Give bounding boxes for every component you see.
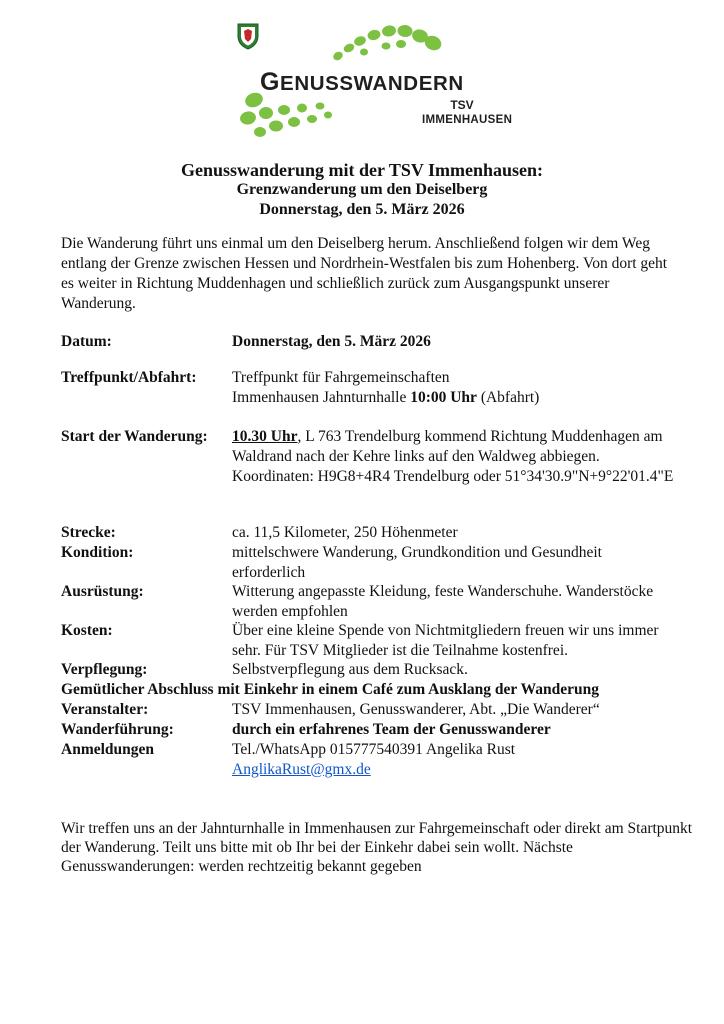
detail-value: Witterung angepasste Kleidung, feste Wanderschuhe. Wanderstöcke werden empfohlen [232,583,654,620]
detail-label: Verpflegung: [61,661,148,678]
club-crest-icon [236,22,260,50]
detail-label: Anmeldungen [61,741,155,758]
genusswandern-logo [236,22,513,138]
detail-label: Veranstalter: [61,701,149,718]
page-title: Genusswanderung mit der TSV Immenhausen: [180,160,544,180]
detail-label: Wanderführung: [61,721,174,738]
page-subtitle: Grenzwanderung um den Deiselberg [236,181,488,198]
closing-paragraph: Wir treffen uns an der Jahnturnhalle in Immenhausen zur Fahrgemeinschaft oder direkt am Startpunkt der Wanderung. Teilt uns bitte mit ob Ihr bei der Einkehr dabei sein wollt. Nächste Genusswanderungen: werden rechtzeitig bekannt gegeben [61,820,693,875]
detail-label: Datum: [61,333,112,350]
detail-label: Treffpunkt/Abfahrt: [61,369,197,386]
detail-value: Über eine kleine Spende von Nichtmitgliedern freuen wir uns immer sehr. Für TSV Mitglieder ist die Teilnahme kostenfrei. [232,622,659,659]
detail-value: Selbstverpflegung aus dem Rucksack. [232,661,468,678]
detail-value: TSV Immenhausen, Genusswanderer, Abt. „Die Wanderer“ [232,701,600,718]
event-date-heading: Donnerstag, den 5. März 2026 [259,201,465,218]
detail-label: Kondition: [61,544,134,561]
contact-email-link[interactable]: AnglikaRust@gmx.de [232,761,371,778]
intro-paragraph: Die Wanderung führt uns einmal um den Deiselberg herum. Anschließend folgen wir dem Weg entlang der Grenze zwischen Hessen und Nordrhein-Westfalen bis zum Hohenberg. Von dort geht es weiter in Richtung Muddenhagen und schließlich zurück zum Ausgangspunkt unserer Wanderung. [61,235,668,312]
detail-value: Donnerstag, den 5. März 2026 [232,333,431,350]
detail-value: ca. 11,5 Kilometer, 250 Höhenmeter [232,524,458,541]
brand-wordmark: GENUSSWANDERN [260,68,464,96]
detail-label: Start der Wanderung: [61,428,208,445]
detail-value: Treffpunkt für Fahrgemeinschaften Immenhausen Jahnturnhalle 10:00 Uhr (Abfahrt) [232,369,540,406]
abschluss-text: Gemütlicher Abschluss mit Einkehr in einem Café zum Ausklang der Wanderung [61,681,599,698]
detail-label: Kosten: [61,622,113,639]
detail-value [232,740,677,780]
detail-value: 10.30 Uhr, L 763 Trendelburg kommend Richtung Muddenhagen am Waldrand nach der Kehre links auf den Waldweg abbiegen. Koordinaten: H9G8+4R4 Trendelburg oder 51°34'30.9"N+9°22'01.4"E [232,428,674,485]
detail-label: Ausrüstung: [61,583,144,600]
club-name: TSV IMMENHAUSEN [422,98,513,126]
detail-value: mittelschwere Wanderung, Grundkondition und Gesundheit erforderlich [232,544,602,581]
detail-value: durch ein erfahrenes Team der Genusswanderer [232,721,551,738]
detail-label: Strecke: [61,524,116,541]
contact-phone: Tel./WhatsApp 015777540391 Angelika Rust [232,741,516,758]
